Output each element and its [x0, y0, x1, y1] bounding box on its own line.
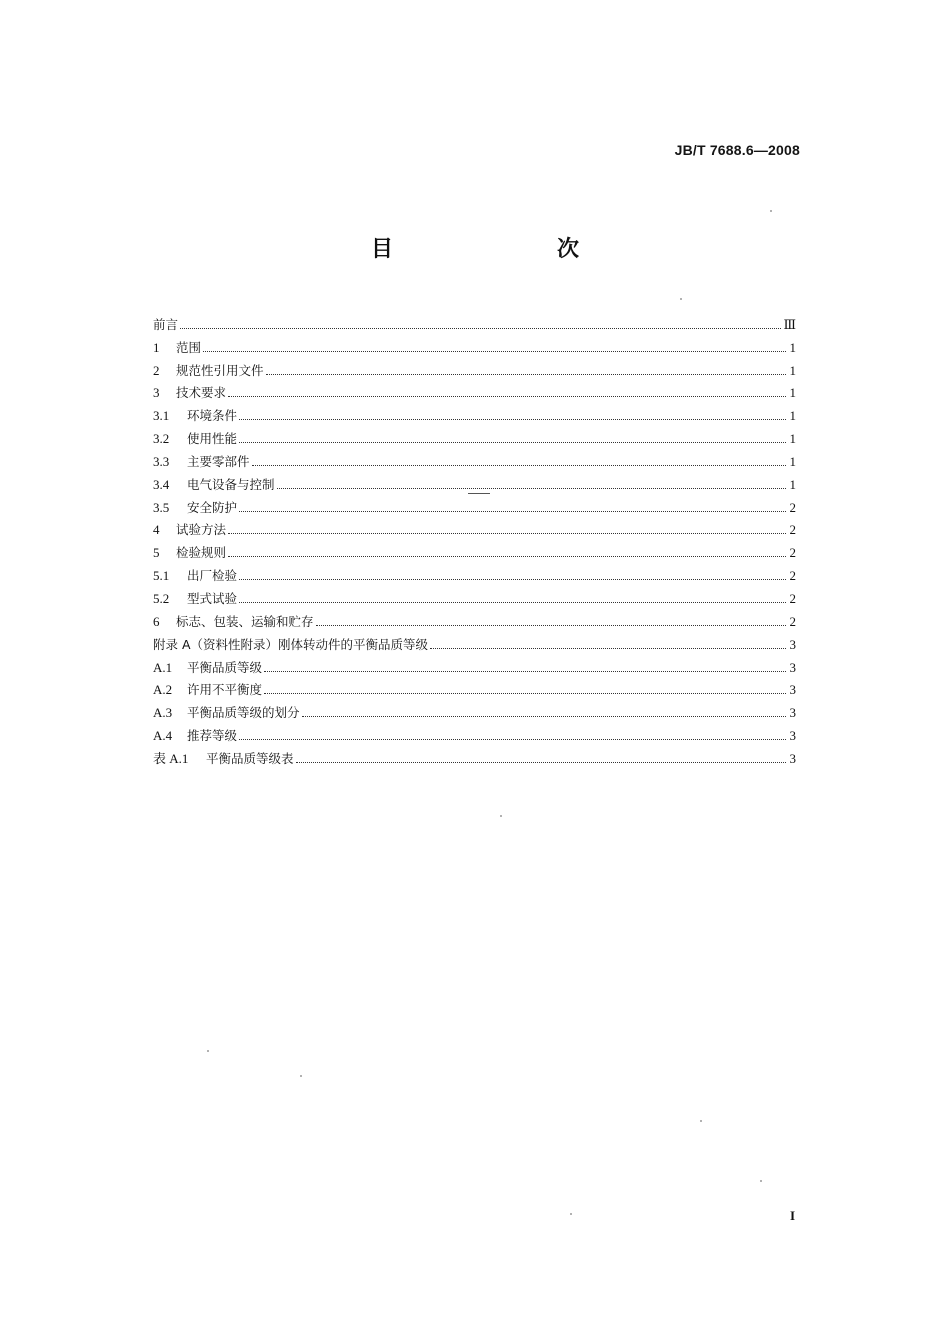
toc-entry-title: 使用性能	[187, 431, 238, 447]
toc-entry-page: 1	[789, 408, 796, 424]
toc-entry[interactable]	[153, 493, 796, 516]
toc-entry-page: 3	[789, 636, 796, 652]
standard-number: JB/T 7688.6—2008	[674, 142, 800, 158]
toc-entry-number: A.4	[153, 728, 173, 744]
scan-speck	[700, 1120, 702, 1122]
toc-entry-title: 平衡品质等级	[187, 659, 263, 675]
toc-entry-number: 2	[153, 362, 160, 378]
toc-entry-number: A.1	[153, 659, 173, 675]
toc-leader-dots	[239, 441, 786, 443]
toc-entry-title: 安全防护	[187, 499, 238, 515]
toc-entry-label	[153, 363, 264, 379]
toc-entry-label	[153, 408, 237, 424]
toc-entry-label	[153, 705, 300, 721]
toc-entry-title: 平衡品质等级表	[206, 750, 294, 766]
toc-entry-title: 检验规则	[176, 545, 227, 561]
toc-entry-page: 1	[789, 362, 796, 378]
toc-entry-title: 许用不平衡度	[187, 682, 263, 698]
toc-entry[interactable]	[153, 698, 796, 721]
toc-entry-label	[153, 500, 237, 516]
toc-entry-page: 1	[789, 431, 796, 447]
toc-entry-title: 推荐等级	[187, 728, 238, 744]
scan-speck	[300, 1075, 302, 1077]
toc-entry-page: 2	[789, 613, 796, 629]
toc-entry-title: 前言	[153, 316, 179, 332]
toc-entry-page: 1	[789, 453, 796, 469]
toc-entry-label	[153, 454, 250, 470]
toc-entry-number: 6	[153, 613, 160, 629]
toc-entry-label	[153, 728, 237, 744]
toc-entry-number: 3	[153, 385, 160, 401]
toc-entry-page: 2	[789, 590, 796, 606]
toc-entry[interactable]	[153, 538, 796, 561]
toc-entry-page: 3	[789, 728, 796, 744]
toc-entry-title: 范围	[176, 339, 202, 355]
toc-entry-title: 环境条件	[187, 408, 238, 424]
toc-entry-title: 电气设备与控制	[187, 476, 275, 492]
scan-speck	[207, 1050, 209, 1052]
toc-entry-number: 3.3	[153, 453, 170, 469]
toc-leader-dots	[239, 418, 786, 420]
toc-entry[interactable]	[153, 653, 796, 676]
toc-entry[interactable]	[153, 379, 796, 402]
toc-entry-label	[153, 751, 294, 767]
page-title: 目 次	[370, 237, 619, 262]
toc-entry-page: 3	[789, 659, 796, 675]
toc-entry[interactable]	[153, 584, 796, 607]
toc-entry-page: 1	[789, 339, 796, 355]
toc-entry-label	[153, 317, 178, 333]
toc-entry-number: 表 A.1	[153, 750, 189, 766]
toc-entry[interactable]	[153, 721, 796, 744]
toc-entry-page: 2	[789, 568, 796, 584]
toc-entry-page: 3	[789, 750, 796, 766]
toc-leader-dots	[203, 350, 786, 352]
toc-entry[interactable]	[153, 607, 796, 630]
toc-entry-number: 1	[153, 339, 160, 355]
toc-entry-title: 型式试验	[187, 590, 238, 606]
scan-speck	[760, 1180, 762, 1182]
toc-entry-label	[153, 637, 428, 653]
toc-leader-dots	[316, 624, 786, 626]
toc-entry-number: 3.1	[153, 408, 170, 424]
toc-entry-label	[153, 385, 226, 401]
toc-entry[interactable]	[153, 516, 796, 539]
toc-entry[interactable]	[153, 561, 796, 584]
toc-entry-title: 出厂检验	[187, 568, 238, 584]
toc-entry-number: 3.5	[153, 499, 170, 515]
toc-entry-label	[153, 431, 237, 447]
toc-entry-title: 试验方法	[176, 522, 227, 538]
toc-entry-label	[153, 614, 314, 630]
toc-leader-dots	[239, 510, 786, 512]
toc-entry-title: 附录 A（资料性附录）刚体转动件的平衡品质等级	[153, 636, 429, 652]
toc-leader-dots	[296, 761, 786, 763]
toc-entry-page: 1	[789, 476, 796, 492]
toc-leader-dots	[264, 670, 786, 672]
toc-entry-number: A.2	[153, 682, 173, 698]
toc-entry-title: 技术要求	[176, 385, 227, 401]
toc-entry[interactable]	[153, 401, 796, 424]
table-of-contents	[153, 310, 796, 767]
toc-leader-dots	[430, 647, 786, 649]
toc-leader-dots	[252, 464, 786, 466]
toc-entry-page: 2	[789, 545, 796, 561]
toc-entry[interactable]	[153, 310, 796, 333]
toc-leader-dots	[302, 715, 786, 717]
toc-entry-title: 主要零部件	[187, 453, 250, 469]
toc-entry-page: 3	[789, 682, 796, 698]
toc-leader-dots	[228, 395, 786, 397]
scan-artifact	[468, 493, 490, 494]
toc-leader-dots	[239, 601, 786, 603]
page-number: I	[790, 1208, 796, 1223]
toc-entry-number: 5.1	[153, 568, 170, 584]
toc-entry-label	[153, 568, 237, 584]
toc-leader-dots	[180, 327, 781, 329]
toc-entry-label	[153, 591, 237, 607]
toc-leader-dots	[228, 555, 786, 557]
toc-leader-dots	[266, 373, 786, 375]
toc-entry-title: 规范性引用文件	[176, 362, 264, 378]
scan-speck	[770, 210, 772, 212]
toc-entry-number: 3.2	[153, 431, 170, 447]
toc-entry-page: 3	[789, 705, 796, 721]
toc-leader-dots	[277, 487, 786, 489]
scan-speck	[680, 298, 682, 300]
toc-entry[interactable]	[153, 630, 796, 653]
toc-leader-dots	[239, 578, 786, 580]
toc-entry-number: 5	[153, 545, 160, 561]
toc-entry[interactable]	[153, 424, 796, 447]
toc-entry[interactable]	[153, 744, 796, 767]
scan-speck	[570, 1213, 572, 1215]
toc-entry-label	[153, 682, 262, 698]
toc-entry[interactable]	[153, 356, 796, 379]
toc-leader-dots	[228, 532, 786, 534]
toc-entry[interactable]	[153, 676, 796, 699]
toc-entry-number: 4	[153, 522, 160, 538]
toc-entry-label	[153, 477, 275, 493]
toc-entry-page: 2	[789, 522, 796, 538]
toc-entry[interactable]	[153, 447, 796, 470]
toc-entry-page: Ⅲ	[783, 316, 796, 332]
toc-entry[interactable]	[153, 470, 796, 493]
toc-entry-label	[153, 340, 201, 356]
toc-leader-dots	[239, 738, 786, 740]
toc-entry-title: 标志、包装、运输和贮存	[176, 613, 314, 629]
toc-entry-title: 平衡品质等级的划分	[187, 705, 300, 721]
toc-leader-dots	[264, 692, 786, 694]
scan-speck	[500, 815, 502, 817]
toc-entry-label	[153, 545, 226, 561]
toc-entry-number: A.3	[153, 705, 173, 721]
toc-entry[interactable]	[153, 333, 796, 356]
toc-entry-page: 1	[789, 385, 796, 401]
toc-entry-page: 2	[789, 499, 796, 515]
toc-entry-label	[153, 660, 262, 676]
toc-entry-label	[153, 522, 226, 538]
toc-entry-number: 3.4	[153, 476, 170, 492]
toc-entry-number: 5.2	[153, 590, 170, 606]
